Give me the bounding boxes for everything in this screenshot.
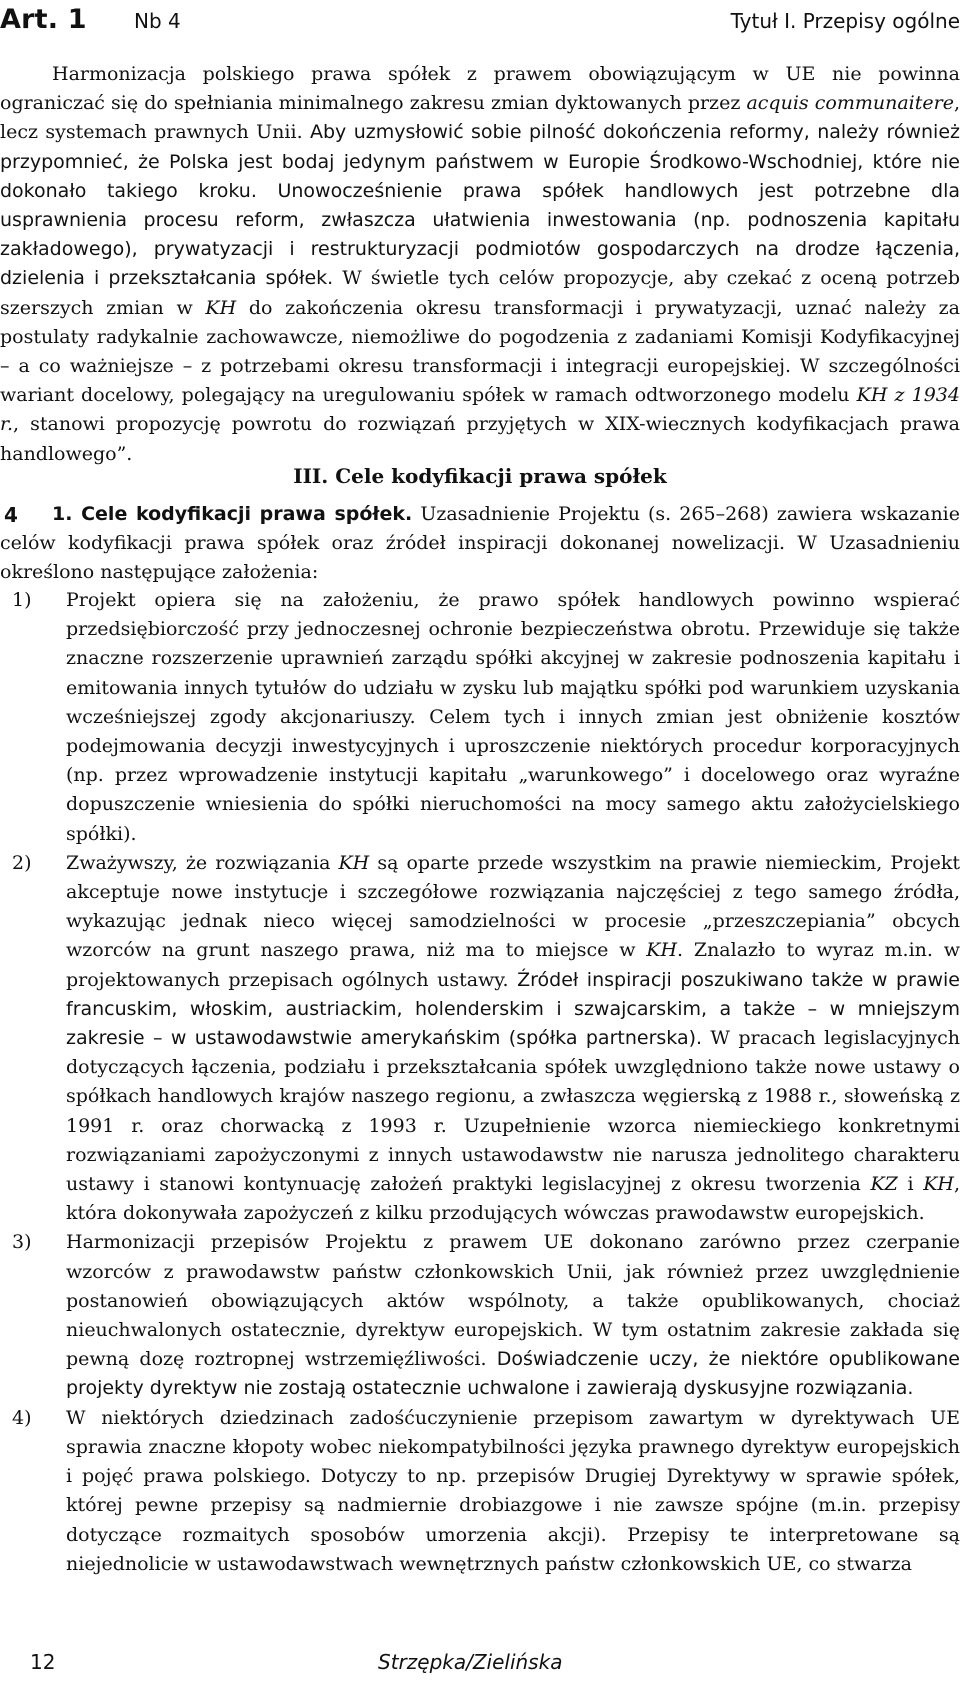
page-number: 12 <box>30 1650 56 1674</box>
assumption-list <box>0 586 960 1579</box>
italic-term: KZ <box>870 1173 898 1196</box>
list-item <box>0 586 960 849</box>
margin-number: 4 <box>4 503 18 527</box>
text-span: Zważywszy, że rozwiązania <box>66 851 339 874</box>
text-span: są oparte przede wszystkim na prawie niemieckim, Projekt akceptuje nowe instytucje i szczegółowe rozwiązania najczęściej z tego samego źródła, wykazując jednak nieco więcej samodzielności w procesie „przeszczepiania” obcych wzorców na grunt naszego prawa, niż ma to miejsce w <box>66 851 960 962</box>
text-span: , lecz systemach prawnych Unii. <box>0 92 960 144</box>
list-item <box>0 1228 960 1403</box>
italic-term: KH <box>646 939 678 962</box>
italic-term: KH z 1934 r. <box>0 384 960 436</box>
italic-term: KH <box>923 1173 954 1196</box>
list-item-number: 1) <box>12 589 32 611</box>
text-span: Doświadczenie uczy, że niektóre opublikowane projekty dyrektyw nie zostają ostatecznie uchwalone i zawierają dyskusyjne rozwiązania. <box>66 1348 960 1400</box>
list-item <box>0 849 960 1229</box>
text-span: , która dokonywała zapożyczeń z kilku przodujących wówczas prawodawstw europejskich. <box>66 1173 960 1225</box>
text-span: W niektórych dziedzinach zadośćuczynienie przepisom zawartym w dyrektywach UE sprawia znaczne kłopoty wobec niekompatybilności języka prawnego dyrektyw europejskich i pojęć prawa polskiego. Dotyczy to np. przepisów Drugiej Dyrektywy w sprawie spółek, której pewne przepisy są nadmiernie drobiazgowe i nie zawsze spójne (m.in. przepisy dotyczące rozmaitych sposobów umorzenia akcji). Przepisy te interpretowane są niejednolicie w ustawodawstwach wewnętrznych państw członkowskich UE, co stwarza <box>66 1406 960 1575</box>
list-item-number: 2) <box>12 851 32 874</box>
text-span: , stanowi propozycję powrotu do rozwiązań przyjętych w XIX-wiecznych kodyfikacjach prawa handlowego”. <box>0 413 960 465</box>
text-span: Harmonizacji przepisów Projektu z prawem UE dokonano zarówno przez czerpanie wzorców z prawodawstw państw członkowskich Unii, jak również przez uwzględnienie postanowień obowiązujących aktów wspólnoty, a także opublikowanych, chociaż nieuchwalonych ostatecznie, dyrektyw europejskich. W tym ostatnim zakresie zakłada się pewną dozę roztropnej wstrzemięźliwości. <box>66 1231 960 1371</box>
footer-authors: Strzępka/Zielińska <box>378 1650 563 1674</box>
italic-term: KH <box>205 296 237 319</box>
article-number: Art. 1 <box>0 4 87 35</box>
italic-term: KH <box>338 851 370 874</box>
text-span: do zakończenia okresu transformacji i prywatyzacji, uznać należy za postulaty radykalnie zachowawcze, niemożliwe do pogodzenia z zadaniami Komisji Kodyfikacyjnej – a co ważniejsze – z potrzebami okresu transformacji i integracji europejskiej. W szczególności wariant docelowy, polegający na uregulowaniu spółek w ramach odtworzonego modelu <box>0 296 960 407</box>
section-heading: III. Cele kodyfikacji prawa spółek <box>293 464 667 488</box>
text-span: Projekt opiera się na założeniu, że prawo spółek handlowych powinno wspierać przedsiębiorczość przy jednoczesnej ochronie bezpieczeństwa obrotu. Przewiduje się także znaczne rozszerzenie uprawnień zarządu spółki akcyjnej w zakresie podnoszenia kapitału i emitowania innych tytułów do udziału w zysku lub majątku spółki pod warunkiem uzyskania wcześniejszej zgody akcjonariuszy. Celem tych i innych zmian jest obniżenie kosztów podejmowania decyzji inwestycyjnych i uproszczenie niektórych procedur korporacyjnych (np. przez wprowadzenie instytucji kapitału „warunkowego” i docelowego oraz wyraźne dopuszczenie wniesienia do spółki nieruchomości na mocy samego aktu założycielskiego spółki). <box>66 589 960 845</box>
bold-lead: 1. Cele kodyfikacji prawa spółek. <box>52 503 413 525</box>
list-item <box>0 1404 960 1579</box>
italic-term: acquis communaitere <box>746 92 954 115</box>
running-title: Tytuł I. Przepisy ogólne <box>730 9 960 33</box>
text-span: i <box>897 1173 924 1196</box>
text-span: Źródeł inspiracji poszukiwano także w prawie francuskim, włoskim, austriackim, holenderskim i szwajcarskim, a także – w mniejszym zakresie – w ustawodawstwie amerykańskim (spółka partnerska). <box>66 968 960 1050</box>
section-paragraph <box>0 500 960 588</box>
text-span: Uzasadnienie Projektu (s. 265–268) zawiera wskazanie celów kodyfikacji prawa spółek oraz źródeł inspiracji dokonanej nowelizacji. W Uzasadnieniu określono następujące założenia: <box>0 503 960 584</box>
list-item-number: 3) <box>12 1231 32 1254</box>
intro-paragraph <box>0 60 960 469</box>
list-item-number: 4) <box>12 1406 32 1429</box>
text-span: Harmonizacja polskiego prawa spółek z prawem obowiązującym w UE nie powinna ograniczać się do spełniania minimalnego zakresu zmian dyktowanych przez <box>0 63 960 115</box>
text-span: . Znalazło to wyraz m.in. w projektowanych przepisach ogólnych ustawy. <box>66 939 960 991</box>
sans-text-span: Aby uzmysłowić sobie pilność dokończenia reformy, należy również przypomnieć, że Polska jest bodaj jedynym państwem w Europie Środkowo-Wschodniej, które nie dokonało takiego kroku. Unowocześnienie prawa spółek handlowych jest potrzebne dla usprawnienia procesu reform, zwłaszcza ułatwienia inwestowania (np. podnoszenia kapitału zakładowego), prywatyzacji i restrukturyzacji podmiotów gospodarczych na drodze łączenia, dzielenia i przekształcania spółek. <box>0 121 960 290</box>
text-span: W świetle tych celów propozycje, aby czekać z oceną potrzeb szerszych zmian w <box>0 267 960 319</box>
marginal-note-number: Nb 4 <box>134 9 181 33</box>
text-span: W pracach legislacyjnych dotyczących łączenia, podziału i przekształcania spółek uwzględniono także nowe ustawy o spółkach handlowych krajów naszego regionu, a zwłaszcza węgierską z 1988 r., słoweńską z 1991 r. oraz chorwacką z 1993 r. Uzupełnienie wzorca niemieckiego konkretnymi rozwiązaniami zapożyczonymi z innych ustawodawstw nie narusza jednolitego charakteru ustawy i stanowi kontynuację założeń praktyki legislacyjnej z okresu tworzenia <box>66 1027 960 1196</box>
